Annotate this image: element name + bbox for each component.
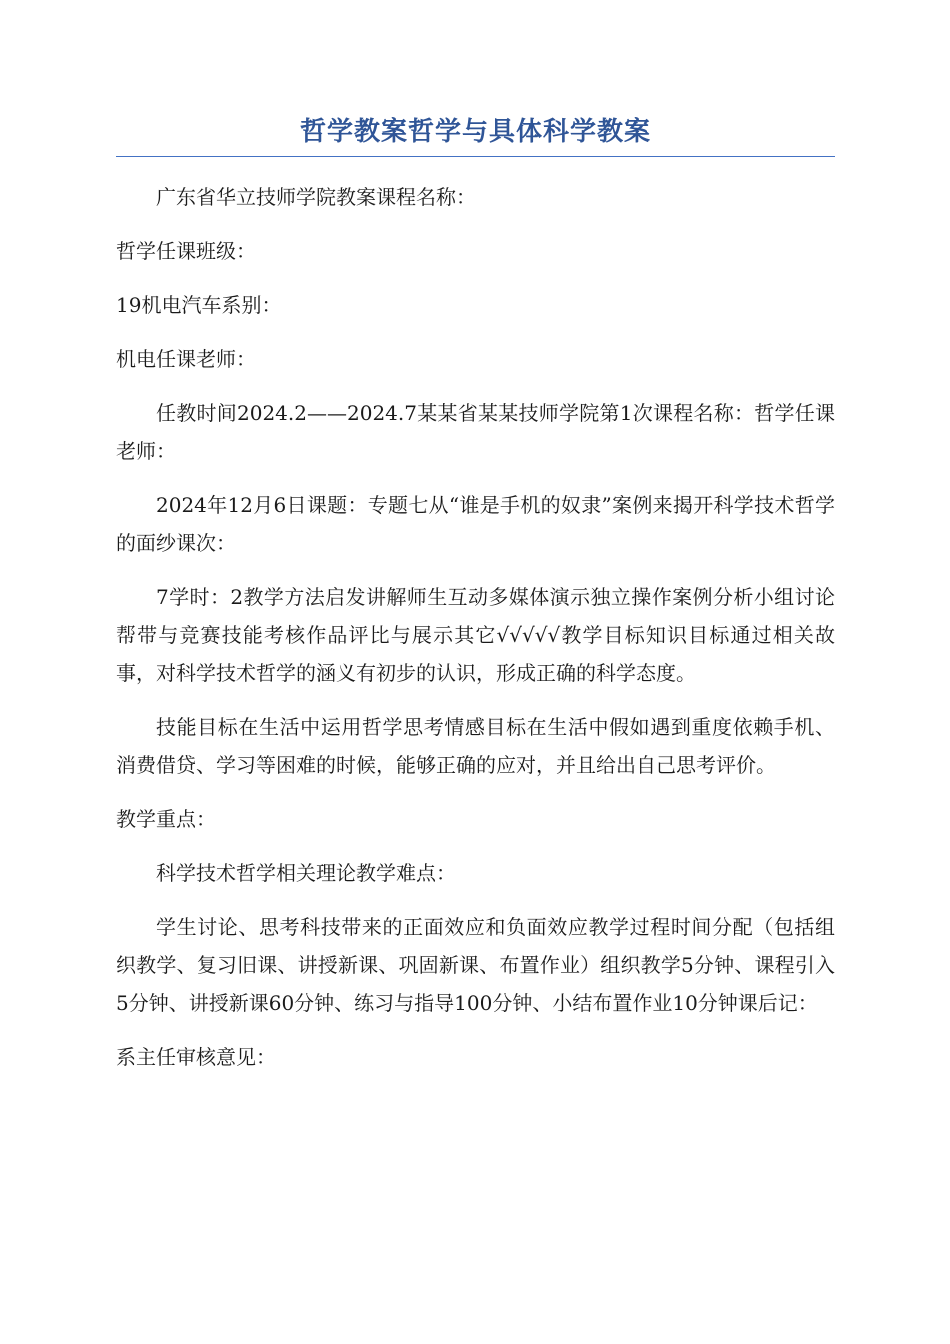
paragraph-school-course: 广东省华立技师学院教案课程名称： xyxy=(156,185,476,209)
paragraph-class-department: 19机电汽车系别： xyxy=(116,293,282,317)
paragraph-key-points: 教学重点： xyxy=(116,807,216,831)
paragraph-department-teacher: 机电任课老师： xyxy=(116,347,256,371)
paragraph-methods-objectives: 7学时：2教学方法启发讲解师生互动多媒体演示独立操作案例分析小组讨论帮带与竞赛技能考核作品评比与展示其它√√√√√教学目标知识目标通过相关故事，对科学技术哲学的涵义有初步的认识，形成正确的科学态度。 xyxy=(116,585,835,685)
paragraph-teaching-period: 任教时间2024.2——2024.7某某省某某技师学院第1次课程名称：哲学任课老师： xyxy=(116,401,835,463)
paragraph-review-opinion: 系主任审核意见： xyxy=(116,1045,276,1069)
paragraph-difficulties: 科学技术哲学相关理论教学难点： xyxy=(156,861,456,885)
paragraph-subject-class: 哲学任课班级： xyxy=(116,239,256,263)
document-title: 哲学教案哲学与具体科学教案 xyxy=(116,112,835,157)
paragraph-time-allocation: 学生讨论、思考科技带来的正面效应和负面效应教学过程时间分配（包括组织教学、复习旧课、讲授新课、巩固新课、布置作业）组织教学5分钟、课程引入5分钟、讲授新课60分钟、练习与指导100分钟、小结布置作业10分钟课后记： xyxy=(116,915,835,1015)
paragraph-skill-objectives: 技能目标在生活中运用哲学思考情感目标在生活中假如遇到重度依赖手机、消费借贷、学习等困难的时候，能够正确的应对，并且给出自己思考评价。 xyxy=(116,715,835,777)
document-page xyxy=(116,112,835,1092)
paragraph-date-topic: 2024年12月6日课题：专题七从“谁是手机的奴隶”案例来揭开科学技术哲学的面纱课次： xyxy=(116,493,835,555)
document-body xyxy=(116,178,835,1076)
